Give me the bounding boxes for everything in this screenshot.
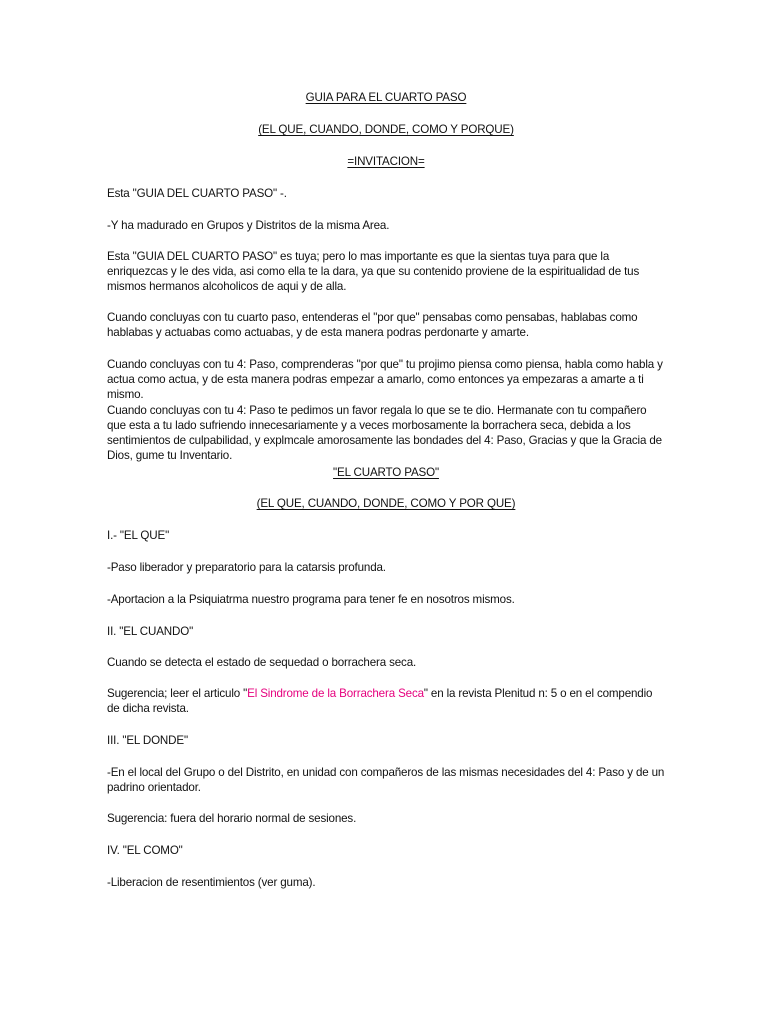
- article-link[interactable]: El Sindrome de la Borrachera Seca: [247, 687, 424, 700]
- paragraph-4: Cuando concluyas con tu cuarto paso, entenderas el "por que" pensabas como pensabas, hablabas como hablabas y actuabas como actuabas, y de esta manera podras perdonarte y amarte.: [107, 311, 638, 339]
- document-subtitle: (EL QUE, CUANDO, DONDE, COMO Y PORQUE): [258, 123, 514, 136]
- heading-el-cuando: II. "EL CUANDO": [107, 625, 194, 638]
- section-subtitle: (EL QUE, CUANDO, DONDE, COMO Y POR QUE): [256, 497, 516, 510]
- heading-el-donde: III. "EL DONDE": [107, 734, 188, 747]
- heading-el-que: I.- "EL QUE": [107, 529, 170, 542]
- paragraph-1: Esta "GUIA DEL CUARTO PASO" -.: [107, 187, 287, 200]
- paragraph-7: -Paso liberador y preparatorio para la catarsis profunda.: [107, 561, 386, 574]
- paragraph-10-text-before: Sugerencia; leer el articulo ": [107, 687, 248, 700]
- document-title: GUIA PARA EL CUARTO PASO: [305, 91, 467, 104]
- heading-el-como: IV. "EL COMO": [107, 844, 183, 857]
- paragraph-3: Esta "GUIA DEL CUARTO PASO" es tuya; pero lo mas importante es que la sientas tuya para que la enriquezcas y le des vida, asi como ella te la dara, ya que su contenido proviene de la espiritualidad de tus mismos hermanos alcoholicos de aqui y de alla.: [107, 250, 640, 293]
- paragraph-6: Cuando concluyas con tu 4: Paso te pedimos un favor regala lo que se te dio. Hermanate con tu compañero que esta a tu lado sufriendo innecesariamente y a veces morbosamente la borrachera seca, debida a los sentimientos de culpabilidad, y explmcale amorosamente las bondades del 4: Paso, Gracias y que la Gracia de Dios, gume tu Inventario.: [107, 404, 662, 462]
- paragraph-10-text-after: " en la revista Plenitud n: 5 o en el compendio de dicha revista.: [107, 687, 653, 715]
- paragraph-8: -Aportacion a la Psiquiatrma nuestro programa para tener fe en nosotros mismos.: [107, 593, 515, 606]
- paragraph-11: -En el local del Grupo o del Distrito, en unidad con compañeros de las mismas necesidades del 4: Paso y de un padrino orientador.: [107, 766, 665, 794]
- paragraph-2: -Y ha madurado en Grupos y Distritos de la misma Area.: [107, 219, 390, 232]
- paragraph-13: -Liberacion de resentimientos (ver guma).: [107, 876, 316, 889]
- paragraph-5: Cuando concluyas con tu 4: Paso, comprenderas "por que" tu projimo piensa como piensa, habla como habla y actua como actua, y de esta manera podras empezar a amarlo, como entonces ya empezaras a amarte a ti mismo.: [107, 358, 663, 401]
- paragraph-12: Sugerencia: fuera del horario normal de sesiones.: [107, 812, 357, 825]
- paragraph-10: [107, 686, 665, 716]
- section-title: "EL CUARTO PASO": [333, 466, 439, 479]
- invitation-heading: =INVITACION=: [347, 155, 425, 168]
- paragraph-9: Cuando se detecta el estado de sequedad o borrachera seca.: [107, 656, 417, 669]
